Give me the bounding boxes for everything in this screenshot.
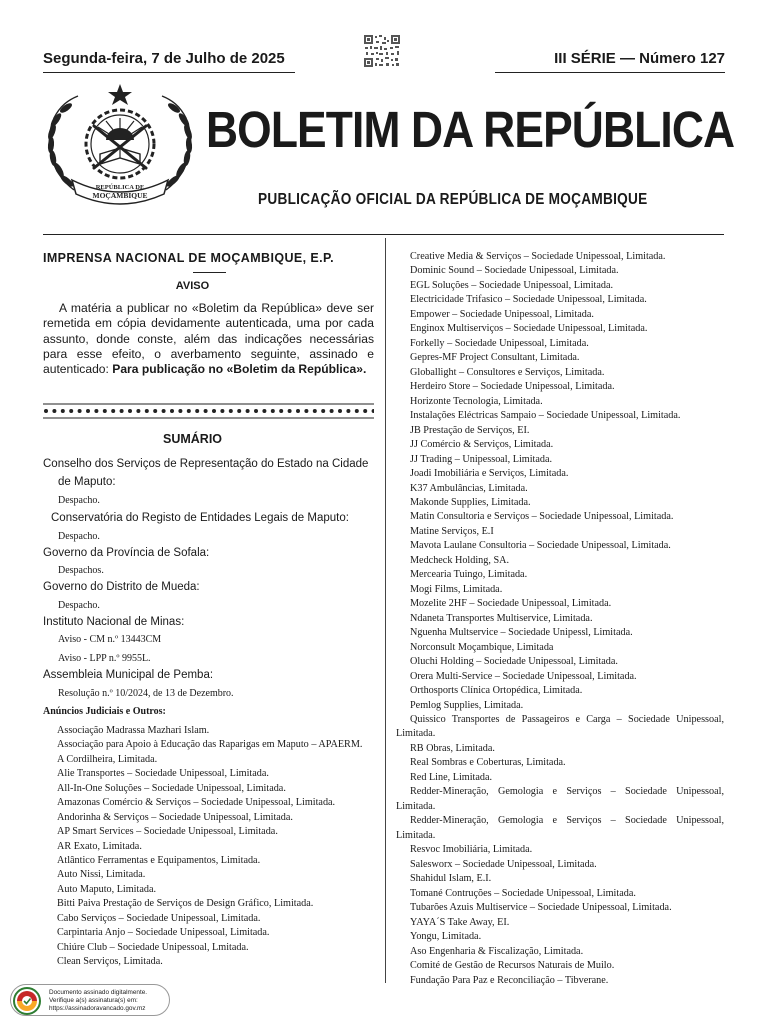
sumario-entry: Aviso - LPP n.º 9955L.: [58, 653, 151, 664]
sumario-entry: Aviso - CM n.º 13443CM: [58, 634, 162, 645]
sumario-entry: Assembleia Municipal de Pemba:: [43, 669, 214, 681]
qr-code-icon[interactable]: [363, 34, 401, 68]
list-item: Horizonte Tecnologia, Limitada.: [410, 395, 543, 407]
list-item: Globallight – Consultores e Serviços, Limitada.: [410, 366, 605, 378]
sumario-entry: Despacho.: [58, 531, 100, 542]
list-item: Resvoc Imobiliária, Limitada.: [410, 844, 533, 856]
list-item: Clean Serviços, Limitada.: [57, 956, 163, 968]
list-item: Alie Transportes – Sociedade Unipessoal, Limitada.: [57, 768, 269, 780]
list-item: Fundação Para Paz e Reconciliação – Tibverane.: [410, 974, 609, 986]
header-rule-right: [495, 72, 725, 73]
sumario-entry: Governo da Província de Sofala:: [43, 547, 210, 559]
aviso-text: A matéria a publicar no «Boletim da República» deve ser remetida em cópia devidamente autenticada, uma por cada assunto, donde conste, além das indicações necessárias para esse efeito, o averbamento seguinte, assinado e autenticado:: [43, 301, 374, 377]
publisher-name: IMPRENSA NACIONAL DE MOÇAMBIQUE, E.P.: [43, 251, 334, 265]
list-item: Oluchi Holding – Sociedade Unipessoal, Limitada.: [410, 656, 618, 668]
list-item: Red Line, Limitada.: [410, 771, 493, 783]
national-emblem-icon: [44, 82, 196, 208]
list-item: RB Obras, Limitada.: [410, 742, 495, 754]
sumario-entry: Governo do Distrito de Mueda:: [43, 581, 200, 593]
list-item: Orthosports Clínica Ortopédica, Limitada.: [410, 685, 583, 697]
list-item: Tomané Contruções – Sociedade Unipessoal, Limitada.: [410, 887, 636, 899]
list-item: Matine Serviços, E.I: [410, 525, 494, 537]
list-item: Pemlog Supplies, Limitada.: [410, 699, 524, 711]
sumario-entry: Instituto Nacional de Minas:: [43, 616, 185, 628]
list-item: EGL Soluções – Sociedade Unipessoal, Limitada.: [410, 279, 614, 291]
list-item: Nguenha Multservice – Sociedade Unipessl, Limitada.: [410, 627, 633, 639]
dotted-separator: [43, 403, 374, 419]
list-item: Mercearia Tuingo, Limitada.: [410, 569, 528, 581]
list-item: Medcheck Holding, SA.: [410, 554, 510, 566]
list-item: Mavota Laulane Consultoria – Sociedade Unipessoal, Limitada.: [410, 540, 671, 552]
series-number: III SÉRIE — Número 127: [554, 50, 725, 67]
list-item: Shahidul Islam, E.I.: [410, 873, 492, 885]
aviso-rule: [193, 272, 226, 273]
list-item: Joadi Imobiliária e Serviços, Limitada.: [410, 468, 569, 480]
publication-date: Segunda-feira, 7 de Julho de 2025: [43, 50, 285, 67]
list-item: Bitti Paiva Prestação de Serviços de Design Gráfico, Limitada.: [57, 898, 314, 910]
sumario-entry: de Maputo:: [58, 476, 116, 488]
sumario-heading: SUMÁRIO: [162, 432, 223, 446]
sumario-entry: Resolução n.º 10/2024, de 13 de Dezembro.: [58, 688, 234, 699]
list-item: Tubarões Azuis Multiservice – Sociedade Unipessoal, Limitada.: [410, 902, 672, 914]
list-item: Cabo Serviços – Sociedade Unipessoal, Limitada.: [57, 912, 261, 924]
list-item: Auto Maputo, Limitada.: [57, 883, 157, 895]
list-item: Redder-Mineração, Gemologia e Serviços – Sociedade Unipessoal, Limitada.: [396, 786, 724, 812]
list-item: Associação Madrassa Mazhari Islam.: [57, 725, 210, 736]
list-item: AR Exato, Limitada.: [57, 840, 142, 852]
signature-line-2: Verifique a(s) assinatura(s) em:: [49, 997, 138, 1004]
list-item: Chiúre Club – Sociedade Unipessoal, Lmitada.: [57, 941, 249, 953]
list-item: Salesworx – Sociedade Unipessoal, Limitada.: [410, 858, 597, 870]
signature-link[interactable]: https://assinadoravancado.gov.mz: [49, 1005, 146, 1012]
list-item: Comité de Gestão de Recursos Naturais de Muilo.: [410, 960, 615, 972]
list-item: Amazonas Comércio & Serviços – Sociedade Unipessoal, Limitada.: [57, 797, 336, 809]
list-item: Real Sombras e Coberturas, Limitada.: [410, 757, 566, 769]
list-item: Electricidade Trifasico – Sociedade Unipessoal, Limitada.: [410, 294, 647, 306]
list-item: Atlântico Ferramentas e Equipamentos, Limitada.: [57, 854, 261, 866]
digital-signature-badge[interactable]: [10, 984, 170, 1016]
list-item: Aso Engenharia & Fiscalização, Limitada.: [410, 945, 584, 957]
column-divider: [385, 238, 386, 983]
list-item: Creative Media & Serviços – Sociedade Unipessoal, Limitada.: [410, 251, 666, 262]
list-item: Dominic Sound – Sociedade Unipessoal, Limitada.: [410, 265, 619, 277]
list-item: Quissico Transportes de Passageiros e Carga – Sociedade Unipessoal, Limitada.: [396, 714, 724, 740]
list-item: Associação para Apoio à Educação das Raparigas em Maputo – APAERM.: [57, 739, 363, 751]
digital-signature-seal-icon: [13, 987, 41, 1015]
list-item: YAYA´S Take Away, EI.: [410, 916, 510, 928]
list-item: Gepres-MF Project Consultant, Limitada.: [410, 352, 580, 364]
list-item: JB Prestação de Serviços, EI.: [410, 424, 530, 436]
list-item: Instalações Eléctricas Sampaio – Sociedade Unipessoal, Limitada.: [410, 410, 681, 422]
list-item: Orera Multi-Service – Sociedade Unipessoal, Limitada.: [410, 670, 637, 682]
list-item: A Cordilheira, Limitada.: [57, 753, 158, 765]
list-item: Ndaneta Transportes Multiservice, Limitada.: [410, 612, 593, 624]
aviso-heading: AVISO: [175, 280, 210, 292]
sumario-entry: Despacho.: [58, 495, 100, 506]
list-item: Herdeiro Store – Sociedade Unipessoal, Limitada.: [410, 381, 615, 393]
aviso-paragraph: [43, 301, 374, 377]
header-rule-left: [43, 72, 295, 73]
list-item: Matin Consultoria e Serviços – Sociedade Unipessoal, Limitada.: [410, 511, 674, 523]
list-item: Andorinha & Serviços – Sociedade Unipessoal, Limitada.: [57, 811, 293, 823]
sumario-entry: Despachos.: [58, 565, 104, 576]
publication-title: BOLETIM DA REPÚBLICA: [206, 101, 735, 158]
publication-subtitle: PUBLICAÇÃO OFICIAL DA REPÚBLICA DE MOÇAMBIQUE: [258, 191, 648, 208]
list-item: Carpintaria Anjo – Sociedade Unipessoal, Limitada.: [57, 927, 270, 939]
sumario-entry: Conservatória do Registo de Entidades Legais de Maputo:: [51, 512, 349, 524]
list-item: K37 Ambulâncias, Limitada.: [410, 482, 528, 494]
svg-text:MOÇAMBIQUE: MOÇAMBIQUE: [92, 191, 148, 200]
signature-line-1: Documento assinado digitalmente.: [49, 989, 148, 996]
sumario-entry: Conselho dos Serviços de Representação do Estado na Cidade: [43, 458, 369, 470]
list-item: Mogi Films, Limitada.: [410, 583, 503, 595]
aviso-bold-text: Para publicação no «Boletim da República».: [112, 362, 367, 377]
list-item: Empower – Sociedade Unipessoal, Limitada.: [410, 308, 594, 320]
list-item: All-In-One Soluções – Sociedade Unipessoal, Limitada.: [57, 782, 286, 794]
svg-text:REPÚBLICA DE: REPÚBLICA DE: [95, 184, 145, 191]
sumario-section-heading: Anúncios Judiciais e Outros:: [43, 706, 166, 717]
announcements-list-right: [396, 250, 724, 988]
list-item: JJ Comércio & Serviços, Limitada.: [410, 439, 554, 451]
list-item: Yongu, Limitada.: [410, 931, 482, 943]
list-item: AP Smart Services – Sociedade Unipessoal, Limitada.: [57, 826, 278, 838]
header-bottom-rule: [43, 234, 724, 235]
list-item: Auto Nissi, Limitada.: [57, 869, 146, 881]
list-item: Enginox Multiserviços – Sociedade Unipessoal, Limitada.: [410, 323, 648, 335]
list-item: JJ Trading – Unipessoal, Limitada.: [410, 453, 553, 465]
list-item: Redder-Mineração, Gemologia e Serviços – Sociedade Unipessoal, Limitada.: [396, 815, 724, 841]
list-item: Mozelite 2HF – Sociedade Unipessoal, Limitada.: [410, 598, 612, 610]
sumario-entry: Despacho.: [58, 600, 100, 611]
list-item: Forkelly – Sociedade Unipessoal, Limitada.: [410, 337, 589, 349]
list-item: Makonde Supplies, Limitada.: [410, 496, 531, 508]
list-item: Norconsult Moçambique, Limitada: [410, 641, 554, 653]
announcements-list-left: [43, 724, 374, 969]
